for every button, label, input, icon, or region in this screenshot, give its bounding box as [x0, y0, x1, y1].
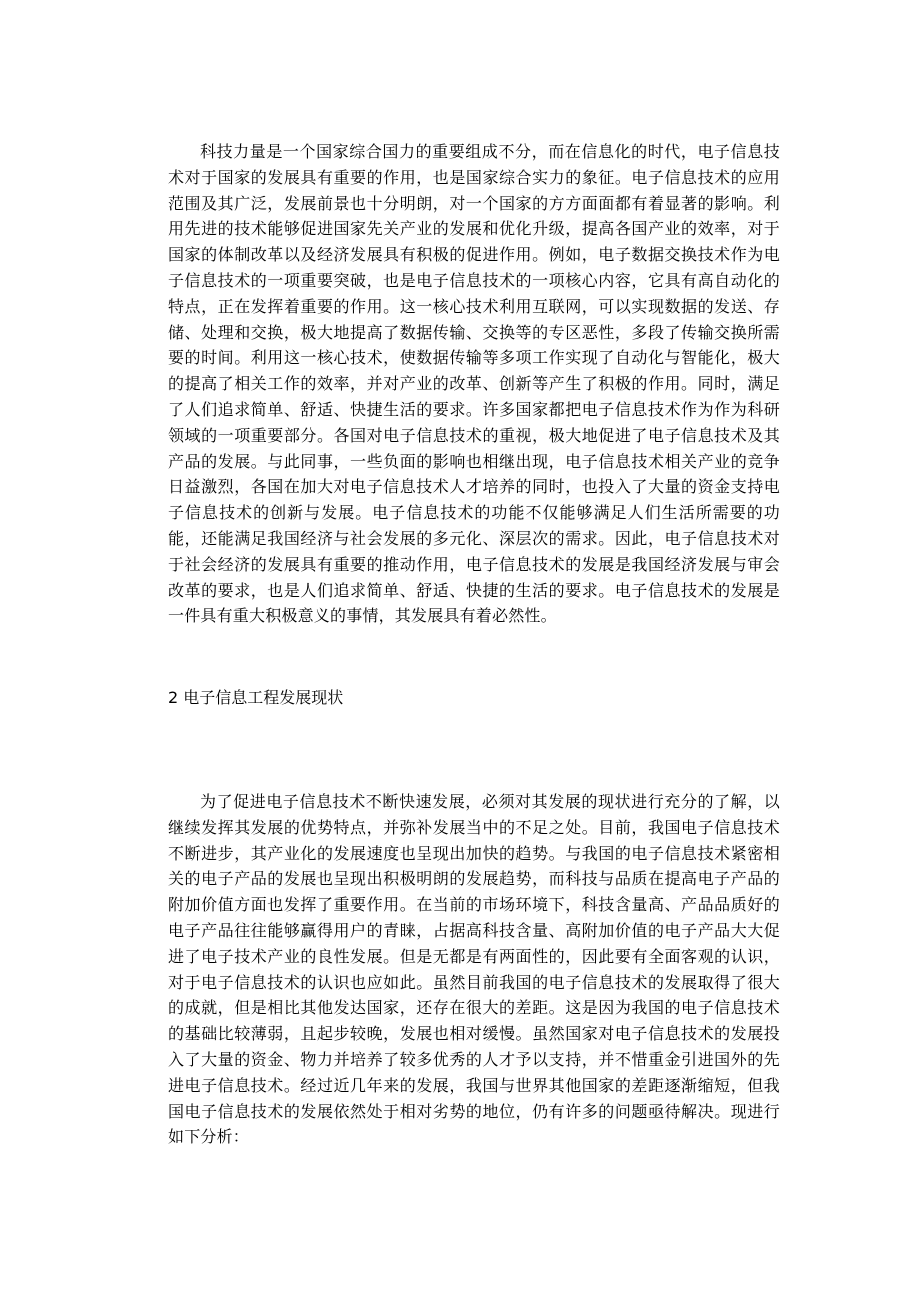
section-heading: 2 电子信息工程发展现状: [168, 688, 344, 707]
body-paragraph-1: 科技力量是一个国家综合国力的重要组成不分，而在信息化的时代，电子信息技术对于国家的发展具有重要的作用，也是国家综合实力的象征。电子信息技术的应用范围及其广泛，发展前景也十分明朗，对一个国家的方方面面都有着显著的影响。利用先进的技术能够促进国家先关产业的发展和优化升级，提高各国产业的效率，对于国家的体制改革以及经济发展具有积极的促进作用。例如，电子数据交换技术作为电子信息技术的一项重要突破，也是电子信息技术的一项核心内容，它具有高自动化的特点，正在发挥着重要的作用。这一核心技术利用互联网，可以实现数据的发送、存储、处理和交换，极大地提高了数据传输、交换等的专区恶性，多段了传输交换所需要的时间。利用这一核心技术，使数据传输等多项工作实现了自动化与智能化，极大的提高了相关工作的效率，并对产业的改革、创新等产生了积极的作用。同时，满足了人们追求简单、舒适、快捷生活的要求。许多国家都把电子信息技术作为作为科研领域的一项重要部分。各国对电子信息技术的重视，极大地促进了电子信息技术及其产品的发展。与此同事，一些负面的影响也相继出现，电子信息技术相关产业的竞争日益激烈，各国在加大对电子信息技术人才培养的同时，也投入了大量的资金支持电子信息技术的创新与发展。电子信息技术的功能不仅能够满足人们生活所需要的功能，还能满足我国经济与社会发展的多元化、深层次的需求。因此，电子信息技术对于社会经济的发展具有重要的推动作用，电子信息技术的发展是我国经济发展与审会改革的要求，也是人们追求简单、舒适、快捷的生活的要求。电子信息技术的发展是一件具有重大积极意义的事情，其发展具有着必然性。: [168, 142, 780, 626]
body-paragraph-2: 为了促进电子信息技术不断快速发展，必须对其发展的现状进行充分的了解，以继续发挥其发展的优势特点，并弥补发展当中的不足之处。目前，我国电子信息技术不断进步，其产业化的发展速度也呈现出加快的趋势。与我国的电子信息技术紧密相关的电子产品的发展也呈现出积极明朗的发展趋势，而科技与品质在提高电子产品的附加价值方面也发挥了重要作用。在当前的市场环境下，科技含量高、产品品质好的电子产品往往能够赢得用户的青睐，占据高科技含量、高附加价值的电子产品大大促进了电子技术产业的良性发展。但是无都是有两面性的，因此要有全面客观的认识，对于电子信息技术的认识也应如此。虽然目前我国的电子信息技术的发展取得了很大的成就，但是相比其他发达国家，还存在很大的差距。这是因为我国的电子信息技术的基础比较薄弱，且起步较晚，发展也相对缓慢。虽然国家对电子信息技术的发展投入了大量的资金、物力并培养了较多优秀的人才予以支持，并不惜重金引进国外的先进电子信息技术。经过近几年来的发展，我国与世界其他国家的差距逐渐缩短，但我国电子信息技术的发展依然处于相对劣势的地位，仍有许多的问题亟待解决。现进行如下分析：: [168, 792, 780, 1147]
